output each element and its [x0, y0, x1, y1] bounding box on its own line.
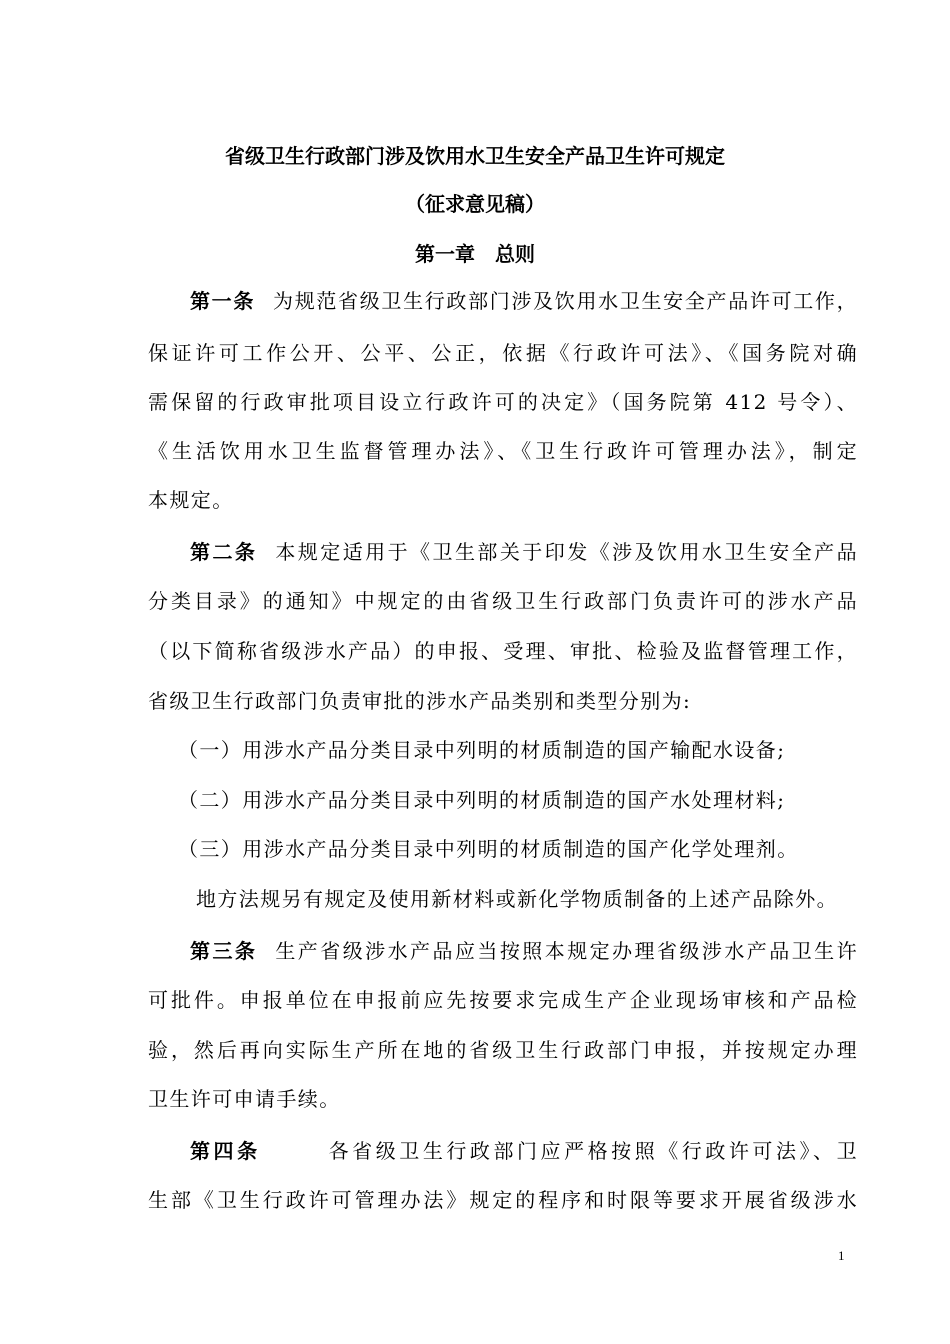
article-2-line-4: 省级卫生行政部门负责审批的涉水产品类别和类型分别为: — [148, 689, 692, 713]
document-subtitle: （征求意见稿） — [405, 192, 545, 216]
article-4-line-2: 生部《卫生行政许可管理办法》规定的程序和时限等要求开展省级涉水 — [148, 1188, 858, 1212]
article-1-line-5: 本规定。 — [148, 488, 234, 512]
article-1-label: 第一条 — [190, 289, 256, 313]
article-2-line-1: 第二条 本规定适用于《卫生部关于印发《涉及饮用水卫生安全产品 — [190, 540, 859, 564]
article-3-label: 第三条 — [190, 939, 258, 963]
article-1-line-3: 需保留的行政审批项目设立行政许可的决定》（国务院第 412 号令）、 — [148, 390, 858, 414]
page-number: 1 — [838, 1248, 845, 1263]
article-1-line-4: 《生活饮用水卫生监督管理办法》、《卫生行政许可管理办法》，制定 — [148, 439, 858, 463]
article-2-item-1: （一）用涉水产品分类目录中列明的材质制造的国产输配水设备; — [178, 738, 786, 762]
article-2-line-2: 分类目录》的通知》中规定的由省级卫生行政部门负责许可的涉水产品 — [148, 589, 858, 613]
article-3-line-3: 验，然后再向实际生产所在地的省级卫生行政部门申报，并按规定办理 — [148, 1038, 858, 1062]
article-1-line-1: 第一条 为规范省级卫生行政部门涉及饮用水卫生安全产品许可工作， — [190, 289, 858, 313]
article-2-item-2: （二）用涉水产品分类目录中列明的材质制造的国产水处理材料; — [178, 788, 786, 812]
article-3-line-1: 第三条 生产省级涉水产品应当按照本规定办理省级涉水产品卫生许 — [190, 939, 859, 963]
article-2-line-3: （以下简称省级涉水产品）的申报、受理、审批、检验及监督管理工作， — [148, 639, 858, 663]
chapter-heading: 第一章 总则 — [415, 242, 535, 266]
article-2-label: 第二条 — [190, 540, 258, 564]
article-2-note: 地方法规另有规定及使用新材料或新化学物质制备的上述产品除外。 — [196, 887, 838, 911]
article-3-line-2: 可批件。申报单位在申报前应先按要求完成生产企业现场审核和产品检 — [148, 988, 858, 1012]
article-1-line-2: 保证许可工作公开、公平、公正，依据《行政许可法》、《国务院对确 — [148, 341, 858, 365]
article-4-line-1: 第四条 各省级卫生行政部门应严格按照《行政许可法》、卫 — [190, 1139, 859, 1163]
article-2-item-3: （三）用涉水产品分类目录中列明的材质制造的国产化学处理剂。 — [178, 837, 799, 861]
document-title: 省级卫生行政部门涉及饮用水卫生安全产品卫生许可规定 — [225, 144, 725, 168]
article-3-line-4: 卫生许可申请手续。 — [148, 1087, 341, 1111]
article-4-label: 第四条 — [190, 1139, 261, 1163]
